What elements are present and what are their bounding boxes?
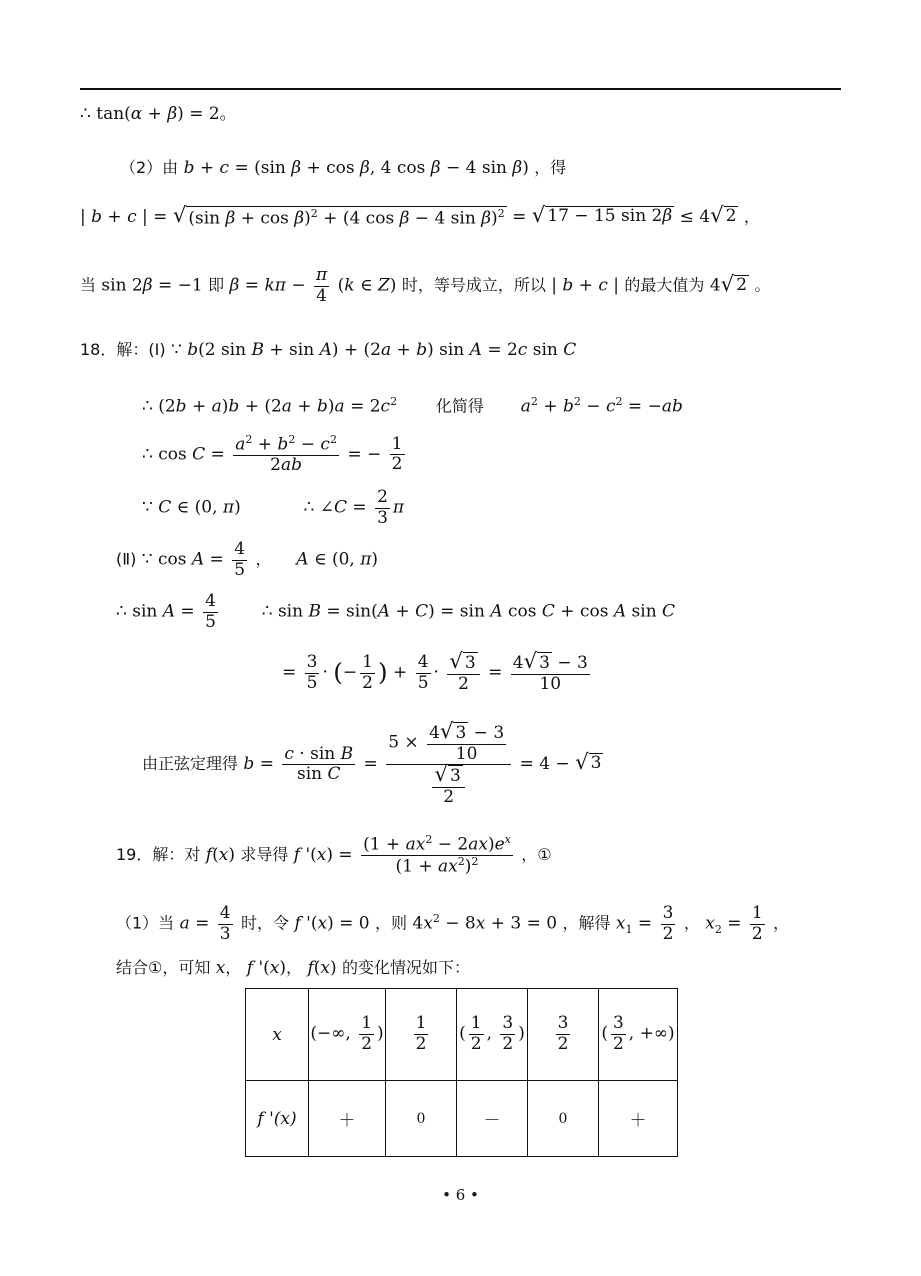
change-label: 的变化情况如下： xyxy=(342,958,471,977)
q19-combine: 结合①，可知 x， f '(x)， f(x) 的变化情况如下： xyxy=(116,958,471,978)
q18-side-b: 由正弦定理得 b = $\frac{\text{c · sin B}}{\text{sin C}}$ = 5 × 4 √ 3 − 3 10 √ 3 2 = 4 − √ 3 xyxy=(142,719,602,807)
q18-sinA-sinB: ∴ sin A = $\frac{4}{5}$ ∴ sin B = sin(A + C) = sin A cos C + cos A sin C xyxy=(116,591,676,632)
q18-label: 18．解：(Ⅰ) xyxy=(80,340,166,359)
variation-table xyxy=(245,988,678,1157)
table-row xyxy=(246,1081,678,1157)
table-header-x: x xyxy=(246,989,309,1081)
q18-angleC: ∵ C ∈ (0, π) ∴ ∠C = $\frac{2}{3}$ π xyxy=(142,487,405,528)
comma: ， xyxy=(225,958,242,977)
line-part2-vector: （2）由 b + c = (sin β + cos β, 4 cos β − 4 sin β) ，得 xyxy=(120,158,567,178)
q18-expand: ∴ $(2b + a)b + (2a + b)a = 2c^2$ 化简得 $a^2 + b^2 - c^2 = -ab$ xyxy=(142,395,683,417)
sign-cell: 0 xyxy=(528,1081,599,1157)
q19-label: 19．解：对 xyxy=(116,845,201,865)
sign-cell: ＋ xyxy=(599,1081,678,1157)
solve-label: ，解得 xyxy=(562,913,611,933)
therefore-symbol: ∴ xyxy=(80,104,91,124)
comma: ， xyxy=(255,549,272,569)
comma: ， xyxy=(773,913,790,933)
interval-cell: (−∞, $\frac{1}{2}$ ) xyxy=(309,989,386,1081)
circled-one-ref: ，① xyxy=(521,845,552,865)
comma: ， xyxy=(286,958,303,977)
q18-header: 18．解：(Ⅰ) ∵ b(2 sin B + sin A) + (2a + b) sin A = 2c sin C xyxy=(80,340,577,360)
point-cell: $\frac{3}{2}$ xyxy=(528,989,599,1081)
line-equality-condition: 当 sin 2β = −1 即 β = kπ − $\frac{\pi}{4}$ (k ∈ Z) 时，等号成立，所以 | b + c | 的最大值为 4 √ 2 。 xyxy=(80,265,771,306)
when-label: 当 xyxy=(80,275,97,295)
when-let-label: 时，令 xyxy=(241,913,290,933)
got-label: ，得 xyxy=(534,158,567,177)
sign-cell: ＋ xyxy=(309,1081,386,1157)
derive-label: 求导得 xyxy=(240,845,289,865)
max-value-text: 的最大值为 xyxy=(624,275,705,295)
point-cell: $\frac{1}{2}$ xyxy=(386,989,457,1081)
interval-cell: ( $\frac{3}{2}$ , +∞) xyxy=(599,989,678,1081)
q19-header: 19．解：对 f(x) 求导得 f '(x) = $\frac{(1 + ax^2 - 2ax)e^x}{(1 + ax^2)^2}$ ，① xyxy=(116,833,552,877)
ie-label: 即 xyxy=(208,275,225,295)
q18-sinB-value: = $\frac{3}{5}$ · (− $\frac{1}{2}$ ) + $\frac{4}{5}$ · √ 3 2 = 4 √ 3 − 3 10 xyxy=(282,649,588,694)
q19-part1: （1）当 a = $\frac{4}{3}$ 时，令 f '(x) = 0 ，则 $4x^2 - 8x + 3 = 0$ ，解得 $x_1$ = $\frac{3}{2}$ ， $x_2$ = $\frac{1}{2}$ ， xyxy=(116,903,790,944)
q18-part2-label: (Ⅱ) xyxy=(116,549,137,569)
comma: ， xyxy=(743,207,760,226)
interval-cell: ( $\frac{1}{2}$ , $\frac{3}{2}$ ) xyxy=(457,989,528,1081)
q19-part1-label: （1）当 xyxy=(116,913,175,933)
comma: ， xyxy=(683,913,700,933)
sign-cell: 0 xyxy=(386,1081,457,1157)
then-label: ，则 xyxy=(374,913,407,933)
part2-label: （2）由 xyxy=(120,158,179,177)
simplify-label: 化简得 xyxy=(435,396,484,416)
sine-law-label: 由正弦定理得 xyxy=(142,754,239,774)
sign-cell: － xyxy=(457,1081,528,1157)
table-row xyxy=(246,989,678,1081)
table-header-fprime: f '(x) xyxy=(246,1081,309,1157)
line-tan-result: ∴ tan(α + β) = 2。 xyxy=(80,104,237,124)
line-vector-magnitude: | b + c | = √ (sin β + cos β)$^2$ + (4 cos β − 4 sin β)$^2$ = √ 17 − 15 sin 2β ≤ 4 √ 2 ， xyxy=(80,203,760,229)
period: 。 xyxy=(754,275,771,295)
equality-holds-text: 时，等号成立，所以 xyxy=(401,275,546,295)
page-top-rule xyxy=(80,88,841,90)
page-number: • 6 • xyxy=(442,1186,479,1204)
combine-label: 结合①，可知 xyxy=(116,958,211,977)
q18-part2: (Ⅱ) ∵ cos A = $\frac{4}{5}$ ， A ∈ (0, π) xyxy=(116,539,379,580)
q18-cosC: ∴ cos C = $\frac{a^2 + b^2 - c^2}{2ab}$ = − $\frac{1}{2}$ xyxy=(142,433,403,476)
